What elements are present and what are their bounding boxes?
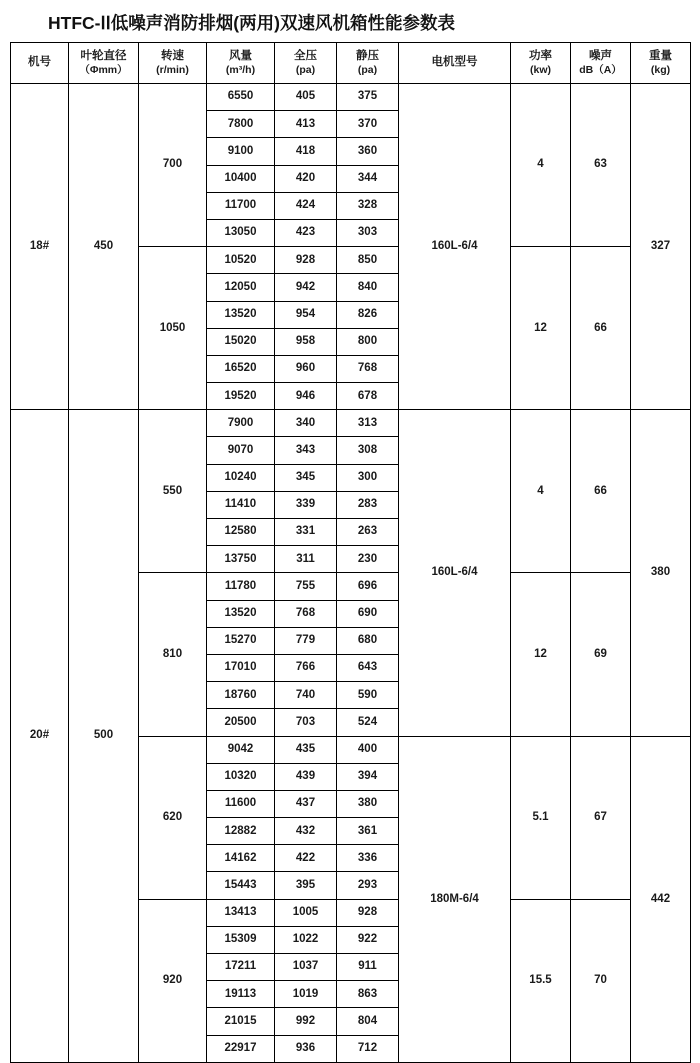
cell-total-pressure: 958 — [275, 328, 337, 355]
cell-noise: 63 — [571, 84, 631, 247]
cell-air-flow: 13050 — [207, 219, 275, 246]
cell-static-pressure: 293 — [337, 872, 399, 899]
column-header — [207, 43, 275, 84]
cell-total-pressure: 405 — [275, 84, 337, 111]
cell-air-flow: 19520 — [207, 383, 275, 410]
cell-air-flow: 18760 — [207, 682, 275, 709]
cell-air-flow: 19113 — [207, 981, 275, 1008]
cell-impeller-diameter: 450 — [69, 84, 139, 410]
cell-static-pressure: 678 — [337, 383, 399, 410]
column-header-main: 机号 — [28, 56, 51, 69]
cell-total-pressure: 766 — [275, 654, 337, 681]
cell-air-flow: 10320 — [207, 763, 275, 790]
column-header — [337, 43, 399, 84]
cell-static-pressure: 804 — [337, 1008, 399, 1035]
cell-rotation-speed: 620 — [139, 736, 207, 899]
column-header-main: 功率 — [529, 49, 552, 62]
cell-total-pressure: 1037 — [275, 954, 337, 981]
table-header — [11, 43, 691, 84]
cell-air-flow: 17010 — [207, 654, 275, 681]
column-header — [69, 43, 139, 84]
cell-power: 12 — [511, 573, 571, 736]
cell-weight: 380 — [631, 410, 691, 736]
cell-total-pressure: 435 — [275, 736, 337, 763]
cell-air-flow: 7800 — [207, 111, 275, 138]
cell-static-pressure: 800 — [337, 328, 399, 355]
column-header — [511, 43, 571, 84]
table-row — [11, 410, 691, 437]
cell-static-pressure: 922 — [337, 926, 399, 953]
cell-air-flow: 13750 — [207, 546, 275, 573]
cell-static-pressure: 643 — [337, 654, 399, 681]
cell-total-pressure: 345 — [275, 464, 337, 491]
cell-static-pressure: 680 — [337, 627, 399, 654]
cell-total-pressure: 1005 — [275, 899, 337, 926]
column-header — [275, 43, 337, 84]
column-header-main: 静压 — [356, 49, 379, 62]
cell-power: 12 — [511, 247, 571, 410]
column-header-main: 叶轮直径 — [80, 49, 127, 62]
cell-noise: 66 — [571, 247, 631, 410]
cell-static-pressure: 300 — [337, 464, 399, 491]
cell-air-flow: 16520 — [207, 355, 275, 382]
cell-air-flow: 11700 — [207, 192, 275, 219]
cell-air-flow: 9070 — [207, 437, 275, 464]
cell-static-pressure: 394 — [337, 763, 399, 790]
column-header-unit: (pa) — [357, 64, 378, 77]
cell-static-pressure: 344 — [337, 165, 399, 192]
cell-rotation-speed: 1050 — [139, 247, 207, 410]
column-header-main: 重量 — [649, 49, 672, 62]
table-body — [11, 84, 691, 1063]
cell-total-pressure: 928 — [275, 247, 337, 274]
cell-noise: 70 — [571, 899, 631, 1062]
cell-total-pressure: 768 — [275, 600, 337, 627]
column-header-unit: (m³/h) — [225, 64, 256, 77]
cell-rotation-speed: 810 — [139, 573, 207, 736]
cell-static-pressure: 303 — [337, 219, 399, 246]
cell-rotation-speed: 920 — [139, 899, 207, 1062]
column-header-main: 风量 — [229, 49, 252, 62]
column-header-main: 噪声 — [589, 49, 612, 62]
cell-power: 5.1 — [511, 736, 571, 899]
cell-air-flow: 13520 — [207, 301, 275, 328]
cell-static-pressure: 863 — [337, 981, 399, 1008]
cell-static-pressure: 400 — [337, 736, 399, 763]
cell-air-flow: 14162 — [207, 845, 275, 872]
cell-static-pressure: 690 — [337, 600, 399, 627]
cell-static-pressure: 911 — [337, 954, 399, 981]
cell-noise: 67 — [571, 736, 631, 899]
cell-air-flow: 10240 — [207, 464, 275, 491]
column-header-unit: （Φmm） — [79, 64, 128, 77]
cell-air-flow: 9100 — [207, 138, 275, 165]
cell-power: 4 — [511, 410, 571, 573]
column-header-unit: (kg) — [650, 64, 671, 77]
cell-total-pressure: 339 — [275, 491, 337, 518]
cell-static-pressure: 361 — [337, 818, 399, 845]
cell-total-pressure: 437 — [275, 790, 337, 817]
column-header-unit: dB（A） — [579, 64, 622, 77]
column-header-unit: (pa) — [295, 64, 316, 77]
cell-power: 15.5 — [511, 899, 571, 1062]
cell-total-pressure: 740 — [275, 682, 337, 709]
cell-air-flow: 6550 — [207, 84, 275, 111]
cell-static-pressure: 380 — [337, 790, 399, 817]
cell-total-pressure: 755 — [275, 573, 337, 600]
cell-air-flow: 13520 — [207, 600, 275, 627]
cell-total-pressure: 960 — [275, 355, 337, 382]
cell-total-pressure: 418 — [275, 138, 337, 165]
cell-static-pressure: 263 — [337, 519, 399, 546]
cell-noise: 66 — [571, 410, 631, 573]
cell-total-pressure: 311 — [275, 546, 337, 573]
cell-rotation-speed: 700 — [139, 84, 207, 247]
cell-total-pressure: 422 — [275, 845, 337, 872]
cell-air-flow: 12882 — [207, 818, 275, 845]
cell-model-number: 20# — [11, 410, 69, 1063]
cell-air-flow: 12050 — [207, 274, 275, 301]
cell-total-pressure: 432 — [275, 818, 337, 845]
column-header — [399, 43, 511, 84]
cell-motor-model: 180M-6/4 — [399, 736, 511, 1062]
cell-static-pressure: 370 — [337, 111, 399, 138]
cell-motor-model: 160L-6/4 — [399, 84, 511, 410]
cell-static-pressure: 375 — [337, 84, 399, 111]
cell-motor-model: 160L-6/4 — [399, 410, 511, 736]
cell-power: 4 — [511, 84, 571, 247]
performance-table — [10, 42, 691, 1063]
cell-static-pressure: 712 — [337, 1035, 399, 1062]
cell-static-pressure: 696 — [337, 573, 399, 600]
cell-static-pressure: 524 — [337, 709, 399, 736]
cell-air-flow: 15270 — [207, 627, 275, 654]
cell-air-flow: 21015 — [207, 1008, 275, 1035]
cell-static-pressure: 328 — [337, 192, 399, 219]
cell-total-pressure: 420 — [275, 165, 337, 192]
cell-total-pressure: 331 — [275, 519, 337, 546]
cell-weight: 442 — [631, 736, 691, 1062]
cell-static-pressure: 850 — [337, 247, 399, 274]
cell-total-pressure: 343 — [275, 437, 337, 464]
cell-model-number: 18# — [11, 84, 69, 410]
cell-total-pressure: 423 — [275, 219, 337, 246]
cell-total-pressure: 395 — [275, 872, 337, 899]
cell-static-pressure: 308 — [337, 437, 399, 464]
cell-total-pressure: 439 — [275, 763, 337, 790]
cell-total-pressure: 946 — [275, 383, 337, 410]
cell-static-pressure: 826 — [337, 301, 399, 328]
column-header-unit: (r/min) — [156, 64, 189, 77]
cell-air-flow: 13413 — [207, 899, 275, 926]
column-header-unit: (kw) — [530, 64, 551, 77]
cell-total-pressure: 413 — [275, 111, 337, 138]
cell-total-pressure: 1022 — [275, 926, 337, 953]
cell-air-flow: 15309 — [207, 926, 275, 953]
cell-total-pressure: 1019 — [275, 981, 337, 1008]
cell-rotation-speed: 550 — [139, 410, 207, 573]
cell-static-pressure: 230 — [337, 546, 399, 573]
cell-static-pressure: 768 — [337, 355, 399, 382]
table-row — [11, 84, 691, 111]
cell-total-pressure: 954 — [275, 301, 337, 328]
cell-air-flow: 11600 — [207, 790, 275, 817]
cell-weight: 327 — [631, 84, 691, 410]
column-header-main: 电机型号 — [431, 56, 478, 69]
cell-total-pressure: 703 — [275, 709, 337, 736]
cell-static-pressure: 360 — [337, 138, 399, 165]
cell-total-pressure: 779 — [275, 627, 337, 654]
cell-static-pressure: 928 — [337, 899, 399, 926]
cell-air-flow: 15020 — [207, 328, 275, 355]
cell-static-pressure: 283 — [337, 491, 399, 518]
cell-total-pressure: 992 — [275, 1008, 337, 1035]
page-title: HTFC-ⅠⅠ低噪声消防排烟(两用)双速风机箱性能参数表 — [48, 13, 455, 33]
cell-static-pressure: 336 — [337, 845, 399, 872]
cell-static-pressure: 313 — [337, 410, 399, 437]
column-header-main: 转速 — [161, 49, 184, 62]
cell-air-flow: 22917 — [207, 1035, 275, 1062]
cell-total-pressure: 936 — [275, 1035, 337, 1062]
cell-total-pressure: 340 — [275, 410, 337, 437]
cell-noise: 69 — [571, 573, 631, 736]
cell-air-flow: 7900 — [207, 410, 275, 437]
cell-total-pressure: 942 — [275, 274, 337, 301]
column-header-main: 全压 — [294, 49, 317, 62]
column-header — [631, 43, 691, 84]
cell-air-flow: 10400 — [207, 165, 275, 192]
cell-air-flow: 12580 — [207, 519, 275, 546]
cell-static-pressure: 840 — [337, 274, 399, 301]
cell-air-flow: 15443 — [207, 872, 275, 899]
cell-impeller-diameter: 500 — [69, 410, 139, 1063]
cell-total-pressure: 424 — [275, 192, 337, 219]
cell-air-flow: 10520 — [207, 247, 275, 274]
header-row — [11, 43, 691, 84]
cell-air-flow: 11410 — [207, 491, 275, 518]
cell-air-flow: 11780 — [207, 573, 275, 600]
column-header — [139, 43, 207, 84]
cell-static-pressure: 590 — [337, 682, 399, 709]
column-header — [571, 43, 631, 84]
cell-air-flow: 20500 — [207, 709, 275, 736]
cell-air-flow: 9042 — [207, 736, 275, 763]
cell-air-flow: 17211 — [207, 954, 275, 981]
column-header — [11, 43, 69, 84]
